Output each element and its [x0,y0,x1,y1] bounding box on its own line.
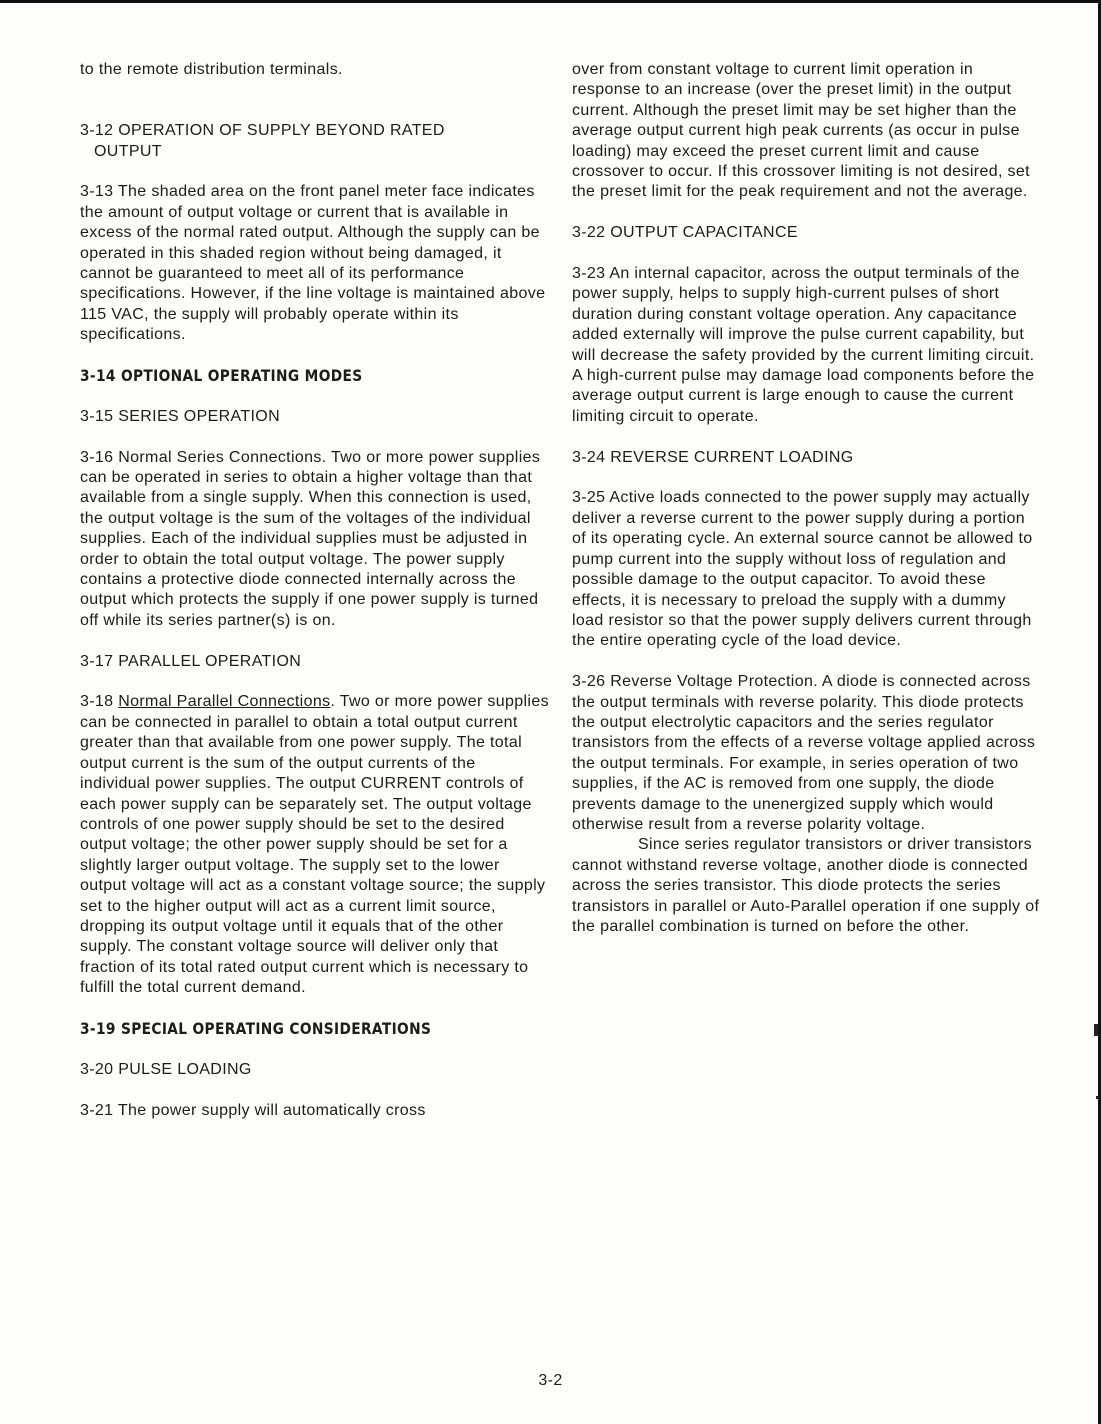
scan-border-top [0,0,1101,3]
section-heading-3-24: 3-24 REVERSE CURRENT LOADING [572,448,854,466]
paragraph-3-18: 3-18 Normal Parallel Connections. Two or more power supplies can be connected in parallel to obtain a total output current greater than that available from one power supply. The total output current is the sum of the output currents of the individual power supplies. The output CURRENT controls of each power supply can be separately set. The output voltage controls of one power supply should be set to the desired output voltage; the other power supply should be set for a slightly larger output voltage. The supply set to the lower output voltage will act as a constant voltage source; the supply set to the higher output will act as a current limit source, dropping its output voltage until it equals that of the other supply. The constant voltage source will deliver only that fraction of its total rated output current which is necessary to fulfill the total current demand. [80,693,549,997]
section-heading-3-19: 3-19 SPECIAL OPERATING CONSIDERATIONS [80,1018,432,1038]
underlined-title: Normal Parallel Connections [118,693,331,711]
section-heading-3-14: 3-14 OPTIONAL OPERATING MODES [80,366,363,386]
paragraph-3-26: 3-26 Reverse Voltage Protection. A diode is connected across the output terminals with reverse polarity. This diode protects the output electrolytic capacitors and the series regulator transistors from the effects of a reverse voltage applied across the output terminals. For example, in series operation of two supplies, if the AC is removed from one supply, the diode prevents damage to the unenergized supply which would otherwise result from a reverse polarity voltage. [572,673,1036,833]
paragraph-3-13: 3-13 The shaded area on the front panel meter face indicates the amount of output voltage or current that is available in excess of the normal rated output. Although the supply can be operated in this shaded region without being damaged, it cannot be guaranteed to meet all of its performance specifications. However, if the line voltage is maintained above 115 VAC, the supply will probably operate within its specifications. [80,183,546,344]
section-heading-3-17: 3-17 PARALLEL OPERATION [80,652,302,670]
paragraph-3-16: 3-16 Normal Series Connections. Two or more power supplies can be operated in series to obtain a higher voltage than that available from a single supply. When this connection is used, the output voltage is the sum of the voltages of the individual supplies. Each of the individual supplies must be adjusted in order to obtain the total output voltage. The power supply contains a protective diode connected internally across the output which protects the supply if one power supply is turned off while its series partner(s) is on. [80,448,541,629]
section-heading-3-15: 3-15 SERIES OPERATION [80,407,280,425]
paragraph-3-21-continued: over from constant voltage to current limit operation in response to an increase (over the preset limit) in the output current. Although the preset limit may be set higher than the average output current high peak currents (as occur in pulse loading) may exceed the preset current limit and cause crossover to occur. If this crossover limiting is not desired, set the preset limit for the peak requirement and not the average. [572,61,1030,201]
left-column [80,60,550,1121]
section-heading-3-12: 3-12 OPERATION OF SUPPLY BEYOND RATED OUTPUT [80,122,445,160]
scan-mark [1094,1024,1098,1036]
paragraph-3-23: 3-23 An internal capacitor, across the output terminals of the power supply, helps to supply high-current pulses of short duration during constant voltage operation. Any capacitance added externally will improve the pulse current capability, but will decrease the safety provided by the current limiting circuit. A high-current pulse may damage load components before the average output current is large enough to cause the current limiting circuit to operate. [572,265,1035,425]
section-heading-3-20: 3-20 PULSE LOADING [80,1060,252,1078]
paragraph-3-26-second: Since series regulator transistors or driver transistors cannot withstand reverse voltage, another diode is connected across the series transistor. This diode protects the series transistors in parallel or Auto-Parallel operation if one supply of the parallel combination is turned on before the other. [572,836,1040,935]
page-number: 3-2 [538,1372,563,1389]
paragraph-3-25: 3-25 Active loads connected to the power supply may actually deliver a reverse current to the power supply during a portion of its operating cycle. An external source cannot be allowed to pump current into the supply without loss of regulation and possible damage to the output capacitor. To avoid these effects, it is necessary to preload the supply with a dummy load resistor so that the power supply delivers current through the entire operating cycle of the load device. [572,489,1033,650]
section-heading-3-22: 3-22 OUTPUT CAPACITANCE [572,224,798,242]
paragraph-continuation: to the remote distribution terminals. [80,61,343,78]
paragraph-3-21: 3-21 The power supply will automatically cross [80,1101,426,1119]
scan-dot [1096,1096,1098,1099]
right-column [572,60,1040,937]
